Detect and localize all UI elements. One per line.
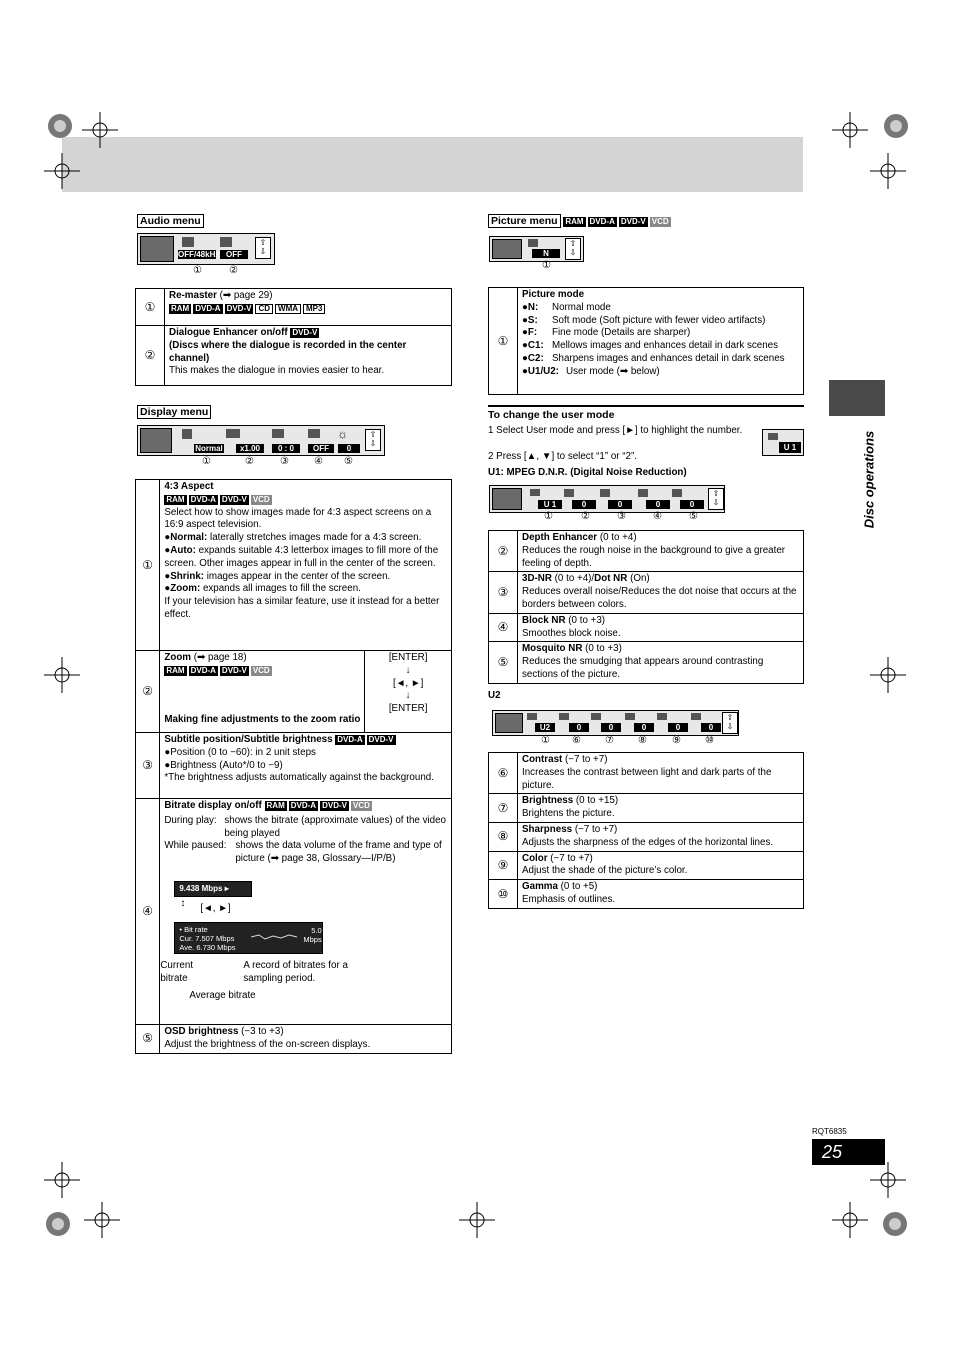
tag-dvd-v: DVD-V [292, 328, 318, 337]
scroll-arrows-icon: ⇧ ⇩ [722, 712, 738, 734]
divider [488, 405, 804, 407]
row-title: Depth Enhancer [522, 532, 598, 543]
row-range: (0 to +4) [597, 532, 637, 543]
arrow-down-icon: ↓ [405, 690, 411, 702]
row-range: (−7 to +7) [572, 823, 618, 835]
row-title: Color [522, 852, 548, 864]
callout: ④ [314, 456, 323, 467]
zoom-icon [226, 429, 240, 438]
display-menu-label: Display menu [137, 405, 211, 419]
caption-record: A record of bitrates for a sampling period. [243, 960, 348, 984]
u2-value: 0 [601, 723, 621, 732]
row-desc: Adjusts the sharpness of the edges of the horizontal lines. [522, 836, 774, 848]
callout: ① [193, 265, 202, 276]
row-desc: Reduces the smudging that appears around contrasting sections of the picture. [522, 656, 764, 680]
row-desc: ●Brightness (Auto*/0 to −9) [164, 759, 283, 771]
row-title: Dot NR [594, 573, 628, 585]
callout: ④ [653, 511, 662, 522]
row-title: Brightness [522, 795, 574, 807]
tag-mp3: MP3 [303, 304, 325, 314]
header-band [62, 137, 803, 192]
remaster-icon [182, 237, 194, 247]
brightness-icon: ☼ [337, 427, 348, 441]
row-number: ③ [489, 572, 518, 613]
contrast-icon [559, 713, 569, 720]
option-desc: expands all images to fill the screen. [200, 583, 361, 595]
speaker-icon [140, 236, 174, 262]
callout: ⑨ [672, 735, 681, 746]
term: While paused: [164, 840, 227, 852]
callout: ⑤ [344, 456, 353, 467]
bitrate-osd-large [174, 922, 323, 954]
callout: ① [541, 735, 550, 746]
registration-mark-icon [42, 108, 78, 144]
row-number: ⑤ [489, 642, 518, 683]
u2-heading: U2 [488, 690, 501, 701]
crosshair-icon [459, 1202, 495, 1238]
option-desc: Sharpens images and enhances detail in dark scenes [552, 352, 785, 364]
row-title: 4:3 Aspect [164, 481, 214, 492]
row-title: Mosquito NR [522, 643, 583, 655]
option-key: ●Shrink: [164, 570, 205, 582]
color-icon [657, 713, 667, 720]
option-key: ●Normal: [164, 532, 208, 544]
tag-wma: WMA [275, 304, 301, 314]
row-title: Gamma [522, 881, 558, 893]
registration-mark-icon [877, 1206, 913, 1242]
option-key: ●C1: [522, 340, 544, 352]
depth-icon [564, 489, 574, 497]
tag-vcd: VCD [651, 217, 669, 226]
u1-value: 0 [572, 500, 596, 509]
row-desc: Reduces the rough noise in the background to give a greater feeling of depth. [522, 544, 786, 569]
callout: ⑩ [705, 735, 714, 746]
u2-value: 0 [634, 723, 654, 732]
picture-mode-icon [530, 489, 540, 496]
registration-mark-icon [878, 108, 914, 144]
option-key: ●Zoom: [164, 583, 201, 595]
tag-dvd-v: DVD-V [221, 665, 247, 675]
audio-value-1: OFF/48kHz [178, 250, 220, 259]
picture-menu-label: Picture menu [488, 214, 561, 228]
row-range: (−3 to +3) [238, 1026, 284, 1037]
enter-key: [ENTER] [388, 652, 428, 663]
crosshair-icon [44, 657, 80, 693]
crosshair-icon [870, 1162, 906, 1198]
subtitle-icon [272, 429, 284, 438]
display-osd [137, 425, 385, 456]
tag-dvd-a: DVD-A [589, 217, 615, 226]
option-key: ●C2: [522, 352, 544, 364]
picture-value: N [532, 249, 560, 258]
row-number: ④ [136, 799, 160, 1025]
row-range: (0 to +5) [557, 881, 598, 893]
row-range: (−7 to +7) [547, 852, 593, 864]
picture-mode-icon [768, 433, 778, 440]
crosshair-icon [84, 1202, 120, 1238]
row-range: (On) [627, 573, 650, 585]
row-desc: If your television has a similar feature, use it instead for a better effect. [164, 596, 440, 620]
row-desc: This makes the dialogue in movies easier to hear. [169, 365, 385, 377]
row-desc: Smoothes block noise. [522, 627, 621, 639]
tag-dvd-a: DVD-A [190, 494, 216, 504]
option-desc: images appear in the center of the screen. [204, 570, 391, 582]
user-mode-osd [762, 429, 804, 456]
aspect-icon [182, 429, 192, 439]
dialogue-icon [220, 237, 232, 247]
display-value-3: 0 : 0 [272, 444, 300, 453]
side-tab [829, 380, 885, 416]
picture-osd [489, 236, 584, 262]
row-desc: ●Position (0 to −60): in 2 unit steps [164, 746, 316, 758]
page-ref: (➡ page 18) [191, 652, 247, 663]
audio-menu-label: Audio menu [137, 214, 204, 228]
bitrate-graph-icon [251, 929, 299, 945]
tag-vcd: VCD [352, 801, 370, 810]
callout: ② [229, 265, 238, 276]
option-key: ●N: [522, 301, 539, 313]
option-desc: expands suitable 4:3 letterbox images to fill more of the screen. Other images appear in full in the center of the screen. [164, 544, 439, 569]
callout: ⑦ [605, 735, 614, 746]
picture-icon [495, 713, 523, 733]
scroll-arrows-icon: ⇧ ⇩ [708, 488, 724, 510]
crosshair-icon [44, 153, 80, 189]
graph-scale: 5.0 [311, 926, 322, 935]
callout: ③ [617, 511, 626, 522]
u2-value: 0 [668, 723, 688, 732]
row-title: 3D-NR [522, 573, 552, 585]
u2-table [488, 752, 804, 909]
row-number: ⑨ [489, 851, 518, 880]
arrow-down-icon: ↓ [405, 664, 411, 676]
updown-arrow-icon: ↕ [180, 898, 186, 909]
u1-osd [489, 485, 725, 513]
option-desc: Normal mode [552, 301, 611, 313]
scroll-arrows-icon: ⇧ ⇩ [255, 237, 271, 259]
callout: ① [542, 260, 551, 271]
enter-key: [ENTER] [388, 703, 428, 715]
callout: ② [245, 456, 254, 467]
row-desc: Adjust the brightness of the on-screen displays. [164, 1038, 371, 1050]
step-2: 2 Press [▲, ▼] to select “1” or “2”. [488, 451, 637, 462]
tag-cd: CD [255, 304, 273, 314]
crosshair-icon [832, 1202, 868, 1238]
tag-ram: RAM [266, 801, 285, 810]
audio-osd [137, 233, 275, 265]
row-desc: Emphasis of outlines. [522, 893, 616, 905]
callout: ① [544, 511, 553, 522]
tag-ram: RAM [166, 665, 185, 675]
row-number: ② [489, 531, 518, 572]
picture-mode-icon [527, 713, 537, 720]
row-range: (0 to +4)/ [551, 573, 595, 585]
left-right-keys: [◄, ►] [200, 903, 231, 914]
display-value-5: 0 [338, 444, 360, 453]
tag-ram: RAM [171, 303, 190, 313]
bitrate-value: 9.438 Mbps [179, 884, 223, 893]
tag-dvd-v: DVD-V [226, 303, 252, 313]
scroll-arrows-icon: ⇧ ⇩ [565, 238, 581, 260]
u1-value: U 1 [538, 500, 562, 509]
mosquito-nr-icon [672, 489, 682, 497]
row-range: (0 to +15) [573, 795, 619, 807]
row-note: Making fine adjustments to the zoom ratio [164, 713, 361, 725]
row-number: ⑩ [489, 880, 518, 909]
row-note: *The brightness adjusts automatically against the background. [164, 772, 434, 784]
picture-icon [492, 239, 522, 259]
u2-value: 0 [569, 723, 589, 732]
display-value-2: x1.00 [236, 444, 264, 453]
callout: ① [202, 456, 211, 467]
display-value-4: OFF [308, 444, 334, 453]
row-number: ① [136, 289, 165, 326]
row-title: Contrast [522, 754, 563, 765]
tag-dvd-v: DVD-V [368, 735, 394, 744]
3dnr-icon [600, 489, 610, 497]
bitrate-title: • Bit rate [179, 925, 208, 934]
picture-icon [492, 488, 522, 510]
definition: shows the data volume of the frame and type of picture (➡ page 38, Glossary—I/P/B) [235, 840, 442, 865]
block-nr-icon [638, 489, 648, 497]
bitrate-osd-small: 9.438 Mbps ▸ [174, 881, 252, 897]
row-title: Re-master [169, 290, 217, 301]
option-desc: Fine mode (Details are sharper) [552, 327, 691, 339]
display-icon [140, 428, 172, 453]
row-title: Subtitle position/Subtitle brightness [164, 734, 333, 745]
row-number: ② [136, 326, 165, 386]
page-ref: (➡ page 29) [216, 290, 273, 301]
row-title: OSD brightness [164, 1026, 239, 1037]
row-title: Picture mode [522, 289, 585, 300]
tag-dvd-v: DVD-V [221, 494, 247, 504]
graph-unit: Mbps [303, 935, 322, 944]
option-key: ●S: [522, 314, 538, 326]
callout: ⑧ [638, 735, 647, 746]
picture-table [488, 287, 804, 395]
side-tab-label: Disc operations [861, 430, 877, 529]
crosshair-icon [44, 1162, 80, 1198]
u1-value: 0 [680, 500, 704, 509]
crosshair-icon [82, 112, 118, 148]
u2-value: U2 [535, 723, 555, 732]
scroll-arrows-icon: ⇧ ⇩ [365, 429, 381, 451]
page-number: 25 [812, 1139, 885, 1165]
row-number: ① [136, 480, 160, 651]
crosshair-icon [870, 657, 906, 693]
bitrate-icon [308, 429, 320, 438]
sharpness-icon [625, 713, 635, 720]
option-key: ●Auto: [164, 544, 196, 556]
row-desc: Brightens the picture. [522, 808, 615, 820]
option-key: ●F: [522, 327, 538, 339]
row-title: Zoom [164, 652, 192, 663]
step-1: 1 Select User mode and press [►] to highlight the number. [488, 425, 743, 436]
tag-dvd-a: DVD-A [195, 303, 221, 313]
definition: shows the bitrate (approximate values) of the video being played [224, 814, 446, 839]
row-title: Dialogue Enhancer on/off [169, 327, 288, 338]
u1-value: 0 [608, 500, 632, 509]
bitrate-average: Ave. 6.730 Mbps [179, 943, 236, 952]
user-mode-heading: To change the user mode [488, 409, 615, 421]
tag-ram: RAM [565, 217, 584, 226]
option-desc: User mode (➡ below) [566, 365, 660, 377]
row-range: (0 to +3) [582, 643, 622, 655]
row-desc: Increases the contrast between light and dark parts of the picture. [522, 766, 772, 791]
brightness-icon [591, 713, 601, 720]
tag-dvd-v: DVD-V [620, 217, 646, 226]
callout: ③ [280, 456, 289, 467]
term: During play: [164, 814, 217, 826]
row-number: ③ [136, 733, 160, 799]
u1-value: 0 [646, 500, 670, 509]
row-number: ② [136, 651, 160, 733]
callout: ⑥ [572, 735, 581, 746]
tag-dvd-v: DVD-V [322, 801, 347, 810]
tag-ram: RAM [166, 494, 185, 504]
row-range: (−7 to +7) [562, 754, 608, 765]
row-number: ⑦ [489, 794, 518, 823]
row-desc: Select how to show images made for 4:3 aspect screens on a 16:9 aspect television. [164, 506, 432, 531]
row-title: Sharpness [522, 823, 573, 835]
tag-vcd: VCD [252, 494, 270, 504]
left-right-keys: [◄, ►] [393, 677, 424, 689]
row-range: (0 to +3) [565, 614, 606, 626]
audio-value-2: OFF [220, 250, 248, 259]
row-desc: Reduces overall noise/Reduces the dot noise that occurs at the borders between colors. [522, 586, 797, 610]
row-number: ① [489, 288, 518, 395]
crosshair-icon [870, 153, 906, 189]
crosshair-icon [832, 112, 868, 148]
tag-dvd-a: DVD-A [190, 665, 216, 675]
gamma-icon [691, 713, 701, 720]
display-table [135, 479, 452, 1054]
option-desc: Soft mode (Soft picture with fewer video artifacts) [552, 314, 766, 326]
option-key: ●U1/U2: [522, 365, 559, 377]
u2-osd [492, 710, 739, 736]
row-number: ⑧ [489, 822, 518, 851]
row-title: Bitrate display on/off [164, 800, 262, 811]
user-mode-value: U 1 [779, 442, 801, 453]
u2-value: 0 [701, 723, 721, 732]
audio-table [135, 288, 452, 386]
callout: ⑤ [689, 511, 698, 522]
row-desc: Adjust the shade of the picture’s color. [522, 865, 688, 877]
display-value-1: Normal [195, 444, 223, 453]
tag-dvd-a: DVD-A [290, 801, 317, 810]
bitrate-current: Cur. 7.507 Mbps [179, 934, 235, 943]
caption-average: Average bitrate [189, 990, 256, 1001]
row-number: ⑤ [136, 1025, 160, 1054]
u1-table [488, 530, 804, 684]
caption-current: Current bitrate [160, 960, 194, 984]
model-code: RQT6835 [812, 1127, 847, 1136]
u1-heading: U1: MPEG D.N.R. (Digital Noise Reduction) [488, 467, 687, 478]
option-desc: laterally stretches images made for a 4:3 screen. [207, 532, 422, 544]
row-title: Block NR [522, 614, 566, 626]
tag-vcd: VCD [252, 665, 270, 675]
picture-mode-icon [528, 239, 538, 247]
callout: ② [581, 511, 590, 522]
row-note: (Discs where the dialogue is recorded in the center channel) [169, 339, 407, 364]
row-number: ⑥ [489, 753, 518, 794]
option-desc: Mellows images and enhances detail in dark scenes [552, 340, 778, 352]
row-number: ④ [489, 613, 518, 642]
registration-mark-icon [40, 1206, 76, 1242]
tag-dvd-a: DVD-A [337, 735, 363, 744]
